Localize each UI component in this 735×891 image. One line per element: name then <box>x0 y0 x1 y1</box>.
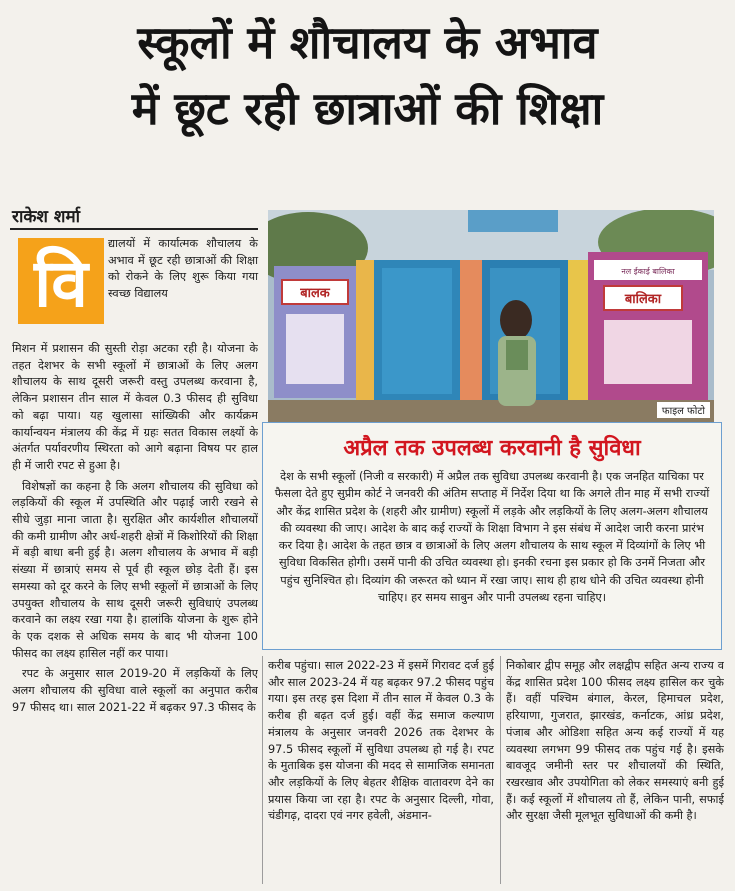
school-toilet-photo <box>268 210 714 422</box>
headline <box>0 10 735 142</box>
box-title-text: अप्रैल तक उपलब्ध करवानी है सुविधा <box>343 436 641 461</box>
column-2-paragraph-1: करीब पहुंचा। साल 2022-23 में इसमें गिरावट दर्ज हुई और साल 2023-24 में यह बढ़कर 97.2 फीसद पहुंच गया। इस तरह इस दिशा में तीन साल में केवल 0.3 के करीब ही बढ़त दर्ज हुई। वहीं केंद्र समाज कल्याण मंत्रालय के अनुसार जनवरी 2026 तक देशभर के 97.5 फीसद स्कूलों में सुविधा उपलब्ध हो गई है। रपट के मुताबिक इस योजना की मदद से सामाजिक समानता और लड़कियों के लिए बेहतर शैक्षिक वातावरण देने का प्रयास किया जा रहा है। रपट के अनुसार दिल्ली, गोवा, चंडीगढ़, दादरा एवं नगर हवेली, अंडमान- <box>268 659 494 823</box>
highlight-box-title <box>0 432 735 466</box>
byline: राकेश शर्मा <box>12 207 81 227</box>
sign-top: नल ईकाई बालिका <box>621 267 675 276</box>
headline-line-2: में छूट रही छात्राओं की शिक्षा <box>131 82 604 135</box>
column-3-paragraph-1: निकोबार द्वीप समूह और लक्षद्वीप सहित अन्य राज्य व केंद्र शासित प्रदेश 100 फीसद लक्ष्य हासिल कर चुके हैं। वहीं पश्चिम बंगाल, केरल, हिमाचल प्रदेश, हरियाणा, गुजरात, झारखंड, कर्नाटक, आंध्र प्रदेश, पंजाब और ओडिशा सहित अन्य कई राज्यों में यह व्यवस्था लगभग 99 फीसद तक पहुंच गई है। इसके बावजूद जमीनी स्तर पर शौचालयों की स्थिति, रखरखाव और उपयोगिता को लेकर समस्याएं बनी हुई हैं। कई स्कूलों में शौचालय तो हैं, लेकिन पानी, सफाई और सुरक्षा जैसी मूलभूत सुविधाओं की कमी है। <box>506 659 724 823</box>
photo-illustration <box>268 210 714 422</box>
byline-rule <box>10 228 258 230</box>
column-1-paragraph-3: रपट के अनुसार साल 2019-20 में लड़कियों के लिए अलग शौचालय की सुविधा वाले स्कूलों का अनुपात करीब 97 फीसद था। साल 2021-22 में बढ़कर 97.3 फीसद के <box>12 667 258 714</box>
dropcap: वि <box>18 238 104 324</box>
lead-text: द्यालयों में कार्यात्मक शौचालय के अभाव में छूट रही छात्राओं की शिक्षा को रोकने के लिए शुरू किया गया स्वच्छ विद्यालय <box>108 237 258 301</box>
article-column-1 <box>12 341 258 887</box>
column-1-paragraph-2: विशेषज्ञों का कहना है कि अलग शौचालय की सुविधा को लड़कियों की स्कूल में उपस्थिति और पढ़ाई जारी रखने से सीधे जुड़ा माना जाता है। सुरक्षित और कार्यशील शौचालयों की कमी ग्रामीण और अर्ध-शहरी क्षेत्रों में किशोरियों की शिक्षा में बड़ी बाधा बनी हुई है। अलग शौचालय के अभाव में बड़ी संख्या में छात्राएं समय से पूर्व ही स्कूल छोड़ देती हैं। इस समस्या को दूर करने के लिए सभी स्कूलों में छात्राओं के लिए उपयुक्त शौचालय के साथ दूसरी जरूरी सुविधाएं उपलब्ध करवाने का लक्ष्य रखा गया है। हालांकि योजना के शुरू होने के एक दशक से अधिक समय के बाद भी योजना 100 फीसद का लक्ष्य हासिल नहीं कर पाया। <box>12 479 258 660</box>
sign-boys: बालक <box>300 286 330 301</box>
article-column-2 <box>268 658 494 884</box>
column-divider-2 <box>500 656 501 884</box>
article-column-3 <box>506 658 724 884</box>
photo-caption: फाइल फोटो <box>657 402 710 418</box>
sign-girls: बालिका <box>624 292 662 307</box>
highlight-box-body: देश के सभी स्कूलों (निजी व सरकारी) में अप्रैल तक सुविधा उपलब्ध करवानी है। एक जनहित याचिका पर फैसला देते हुए सुप्रीम कोर्ट ने जनवरी की अंतिम सप्ताह में निर्देश दिया था कि अगले तीन माह में सभी राज्यों और केंद्र शासित प्रदेश के (शहरी और ग्रामीण) स्कूलों में लड़के और लड़कियों के लिए अलग-अलग शौचालय की व्यवस्था की जाए। आदेश के बाद कई राज्यों के शिक्षा विभाग ने इस संबंध में आदेश जारी करना प्रारंभ कर दिया है। आदेश के तहत छात्र व छात्राओं के लिए अलग शौचालय के साथ स्कूल में दिव्यांगों के लिए भी सुविधा विकसित होगी। उसमें पानी की उचित व्यवस्था हो। इनकी रचना इस प्रकार हो कि उनमें निजता और पहुंच सुनिश्चित हो। दिव्यांग की जरूरत को ध्यान में रखा जाए। साथ ही हाथ धोने की उचित व्यवस्था होनी चाहिए। हर समय साबुन और पानी उपलब्ध रहना चाहिए। <box>274 470 710 605</box>
column-1-paragraph-1: मिशन में प्रशासन की सुस्ती रोड़ा अटका रही है। योजना के तहत देशभर के सभी स्कूलों में छात्राओं के लिए अलग शौचालय के साथ दूसरी जरूरी वस्तु उपलब्ध करवाना है, लेकिन प्रशासन तीन साल में केवल 0.3 फीसद ही सुविधा को बढ़ा पाया। यह खुलासा सांख्यिकी और कार्यक्रम कार्यान्वयन मंत्रालय की केंद्र में ग्रहः सतत विकास लक्ष्यों के अंतर्गत पर्यावरणीय स्थिरता को आगे बढ़ाना विषय पर हाल ही में जारी रपट से हुआ है। <box>12 342 258 472</box>
column-divider-1 <box>262 656 263 884</box>
headline-line-1: स्कूलों में शौचालय के अभाव <box>137 16 598 69</box>
